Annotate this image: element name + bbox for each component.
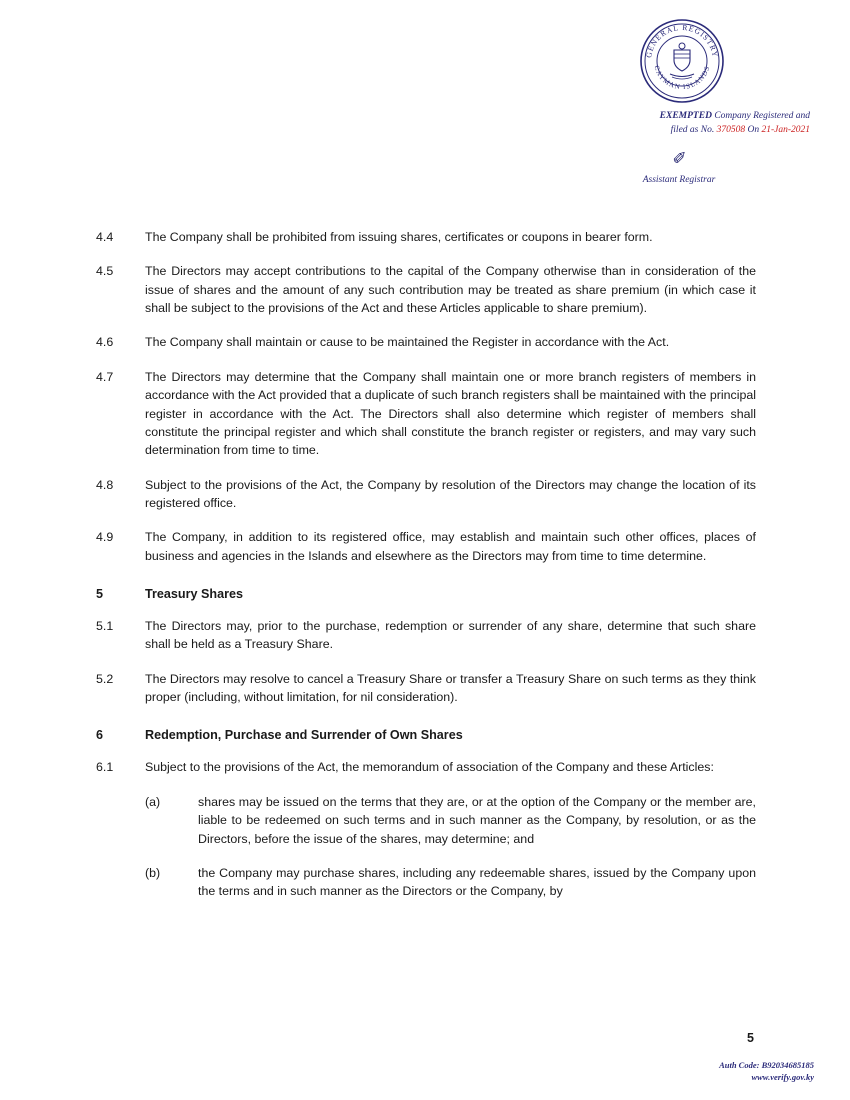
stamp-registration-date: 21-Jan-2021	[761, 124, 810, 135]
clause-text: Subject to the provisions of the Act, the memorandum of association of the Company and these Articles:	[145, 760, 714, 775]
general-registry-seal-icon	[639, 18, 725, 104]
stamp-line-2	[554, 124, 810, 138]
clause-4-6	[96, 333, 756, 351]
seal-wrapper	[554, 18, 810, 104]
stamp-line-1	[554, 110, 810, 124]
clause-number: 4.6	[96, 335, 114, 350]
section-title: Treasury Shares	[145, 587, 244, 602]
clause-4-8	[96, 476, 756, 513]
clause-4-9	[96, 528, 756, 565]
subclause-text: the Company may purchase shares, including any redeemable shares, issued by the Company upon the terms and in such manner as the Directors or the Company, by	[198, 865, 756, 899]
clause-number: 5.1	[96, 619, 114, 634]
clause-number: 4.7	[96, 369, 114, 384]
subclause-label: (a)	[145, 794, 161, 809]
stamp-registration-text	[554, 110, 814, 138]
clause-number: 4.9	[96, 530, 114, 545]
section-heading-6	[96, 728, 756, 742]
document-body	[96, 228, 756, 917]
clause-text: The Company shall be prohibited from issuing shares, certificates or coupons in bearer form.	[145, 230, 653, 244]
clause-number: 4.5	[96, 264, 114, 279]
stamp-registration-number: 370508	[716, 124, 746, 135]
subclause-label: (b)	[145, 865, 161, 880]
clause-text: The Company, in addition to its registered office, may establish and maintain such other offices, places of business and agencies in the Islands and elsewhere as the Directors may from time to time determine.	[145, 530, 756, 563]
clause-text: The Directors may resolve to cancel a Treasury Share or transfer a Treasury Share on such terms as they think proper (including, without limitation, for nil consideration).	[145, 671, 756, 705]
section-number: 6	[96, 728, 104, 743]
svg-text:CAYMAN ISLANDS: CAYMAN ISLANDS	[652, 64, 712, 92]
clause-text: The Directors may determine that the Company shall maintain one or more branch registers of members in accordance with the Act provided that a duplicate of such branch registers shall be maintained with the principal register in accordance with the Act. The Directors shall also determine which register of members shall constitute the principal register and which shall constitute the branch register or registers, and may vary such determination from time to time.	[145, 369, 756, 458]
registrar-stamp	[554, 18, 814, 185]
clause-4-4	[96, 228, 756, 246]
stamp-exempted-label: EXEMPTED	[659, 111, 712, 121]
footer-authentication	[719, 1059, 814, 1085]
clause-text: Subject to the provisions of the Act, the Company by resolution of the Directors may change the location of its registered office.	[145, 477, 756, 510]
stamp-line-1-rest: Company Registered and	[711, 111, 810, 121]
clause-text: The Company shall maintain or cause to be maintained the Register in accordance with the Act.	[145, 335, 670, 350]
section-title: Redemption, Purchase and Surrender of Own Shares	[145, 728, 463, 743]
clause-5-2	[96, 670, 756, 707]
stamp-on-label: On	[745, 124, 762, 135]
clause-text: The Directors may, prior to the purchase, redemption or surrender of any share, determine that such share shall be held as a Treasury Share.	[145, 619, 756, 652]
section-number: 5	[96, 587, 104, 602]
clause-5-1	[96, 617, 756, 654]
verify-url: www.verify.gov.ky	[751, 1072, 814, 1083]
signature-icon: ✐	[672, 148, 686, 168]
clause-6-1	[96, 758, 756, 776]
stamp-filed-prefix: filed as No.	[670, 124, 717, 135]
svg-text:GENERAL REGISTRY: GENERAL REGISTRY	[644, 22, 720, 59]
clause-number: 4.8	[96, 477, 114, 492]
clause-number: 6.1	[96, 760, 114, 775]
clause-number: 4.4	[96, 230, 114, 244]
clause-6-1-a	[145, 793, 756, 848]
assistant-registrar-label: Assistant Registrar	[642, 174, 716, 185]
clause-4-7	[96, 368, 756, 460]
subclause-text: shares may be issued on the terms that they are, or at the option of the Company or the member are, liable to be redeemed on such terms and in such manner as the Company, by resolution, or as the Directors, before the issue of the shares, may determine; and	[198, 794, 756, 846]
clause-text: The Directors may accept contributions to the capital of the Company otherwise than in consideration of the issue of shares and the amount of any such contribution may be treated as share premium (in which case it shall be subject to the provisions of the Act and these Articles applicable to share premium).	[145, 264, 756, 316]
section-heading-5	[96, 587, 756, 601]
clause-4-5	[96, 262, 756, 317]
clause-6-1-b	[145, 864, 756, 901]
registrar-signature-block	[554, 150, 814, 185]
clause-number: 5.2	[96, 671, 114, 686]
page-number: 5	[747, 1031, 754, 1045]
auth-code: Auth Code: B92034685185	[719, 1059, 814, 1070]
